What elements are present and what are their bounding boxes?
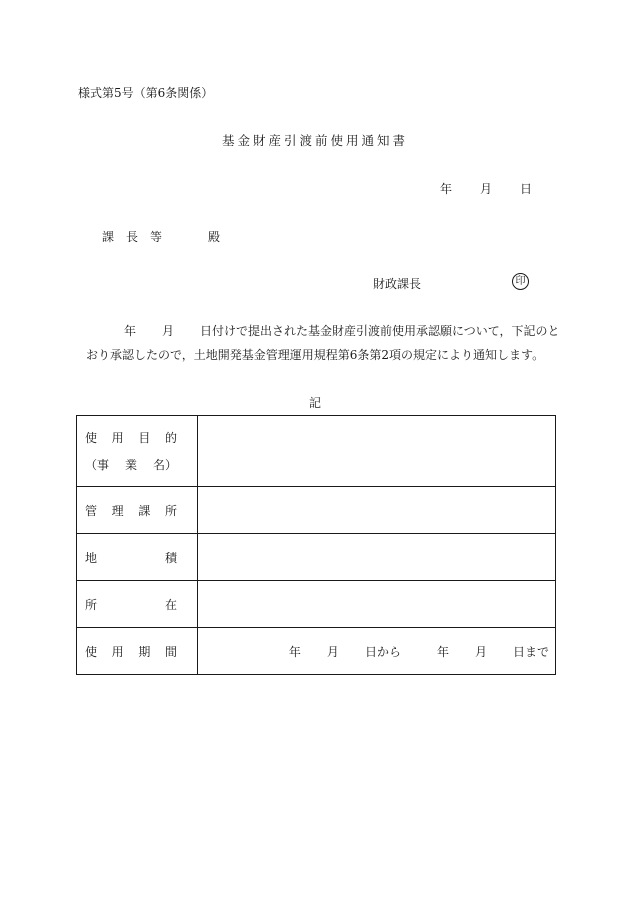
label-char: 所 — [85, 597, 98, 612]
label-char: 的 — [164, 431, 177, 445]
period-from-year: 年 — [288, 644, 301, 659]
date-day-label: 日 — [520, 182, 533, 196]
table-row-location — [77, 581, 556, 628]
table-row-period — [77, 628, 556, 675]
body-line1-text: 日付けで提出された基金財産引渡前使用承認願について，下記のと — [200, 324, 560, 338]
purpose-value-cell — [198, 416, 556, 487]
label-char: 使 — [85, 644, 98, 659]
location-label — [77, 581, 198, 628]
body-text-line-1 — [124, 322, 560, 339]
form-number: 様式第5号（第6条関係） — [78, 86, 214, 100]
label-char: 用 — [111, 644, 124, 659]
label-char: 管 — [85, 503, 98, 518]
label-char: 目 — [138, 431, 151, 445]
period-to-year: 年 — [436, 644, 449, 659]
label-char: 業 — [124, 458, 137, 472]
label-char: 理 — [111, 503, 124, 518]
label-char: 間 — [164, 644, 177, 659]
details-table — [76, 415, 556, 675]
seal-mark: 印 — [512, 273, 529, 290]
period-from-day: 日から — [364, 644, 401, 659]
period-label — [77, 628, 198, 675]
label-char: 所 — [164, 503, 177, 518]
managing-section-value-cell — [198, 487, 556, 534]
label-char: （事 — [85, 458, 110, 472]
purpose-label — [77, 416, 198, 487]
area-value-cell — [198, 534, 556, 581]
label-char: 在 — [164, 597, 177, 612]
addressee-honorific: 殿 — [208, 230, 221, 244]
issuer-title: 財政課長 — [373, 277, 422, 291]
table-row-purpose — [77, 416, 556, 487]
date-month-label: 月 — [480, 182, 493, 196]
addressee — [102, 228, 220, 245]
period-to-day: 日まで — [512, 644, 549, 659]
period-to-month: 月 — [474, 644, 487, 659]
table-row-area — [77, 534, 556, 581]
label-char: 課 — [138, 503, 151, 518]
date-year-label: 年 — [440, 182, 453, 196]
body-text-line-2: おり承認したので，土地開発基金管理運用規程第6条第2項の規定により通知します。 — [86, 348, 545, 362]
body-year-label: 年 — [124, 324, 137, 338]
table-row-managing-section — [77, 487, 556, 534]
ki-heading: 記 — [308, 396, 321, 410]
label-char: 期 — [138, 644, 151, 659]
period-value-cell — [198, 628, 556, 675]
label-char: 地 — [85, 550, 98, 565]
label-char: 使 — [85, 431, 98, 445]
date-line — [440, 180, 532, 197]
location-value-cell — [198, 581, 556, 628]
managing-section-label — [77, 487, 198, 534]
addressee-name: 課 長 等 — [102, 230, 163, 244]
label-char: 用 — [111, 431, 124, 445]
document-title: 基金財産引渡前使用通知書 — [221, 133, 408, 148]
label-char: 積 — [164, 550, 177, 565]
body-month-label: 月 — [162, 324, 175, 338]
period-from-month: 月 — [326, 644, 339, 659]
label-char: 名） — [152, 458, 177, 472]
area-label — [77, 534, 198, 581]
